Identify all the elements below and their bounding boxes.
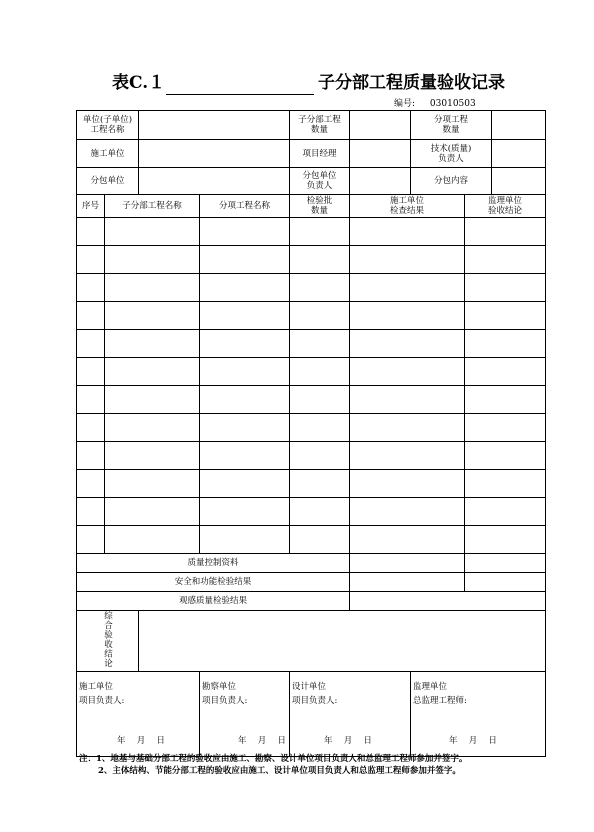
row-no-cell[interactable] [77, 526, 105, 554]
row-supervisor-cell[interactable] [465, 498, 546, 526]
row-batch-cell[interactable] [290, 358, 350, 386]
contractor-label: 施工单位 [77, 140, 139, 168]
page-title: 子分部工程质量验收记录 [318, 73, 505, 93]
record-rows [77, 218, 546, 554]
row-supervisor-cell[interactable] [465, 414, 546, 442]
row-supervisor-cell[interactable] [465, 330, 546, 358]
sig-design[interactable] [290, 672, 411, 757]
row-batch-cell[interactable] [290, 218, 350, 246]
row-item-cell[interactable] [200, 218, 290, 246]
row-supervisor-cell[interactable] [465, 246, 546, 274]
row-item-cell[interactable] [200, 330, 290, 358]
row-sub-project-cell[interactable] [105, 526, 200, 554]
row-no-cell[interactable] [77, 330, 105, 358]
form-number: 表C.１ [112, 73, 166, 93]
subcontractor-field[interactable] [139, 168, 290, 195]
row-sub-project-cell[interactable] [105, 442, 200, 470]
row-supervisor-cell[interactable] [465, 526, 546, 554]
quality-docs-supervisor[interactable] [465, 554, 546, 573]
col-sub-project-header: 子分部工程名称 [105, 195, 200, 218]
row-supervisor-cell[interactable] [465, 442, 546, 470]
row-item-cell[interactable] [200, 526, 290, 554]
row-item-cell[interactable] [200, 246, 290, 274]
acceptance-record-table [76, 110, 546, 757]
safety-function-contractor[interactable] [350, 573, 465, 592]
row-contractor-result-cell[interactable] [350, 330, 465, 358]
sig-role: 总监理工程师: [413, 696, 467, 706]
row-supervisor-cell[interactable] [465, 470, 546, 498]
subcontract-content-field[interactable] [492, 168, 546, 195]
row-item-cell[interactable] [200, 470, 290, 498]
sig-date: 年 月 日 [117, 736, 165, 746]
sig-date: 年 月 日 [324, 736, 372, 746]
code-value: 03010503 [429, 99, 476, 109]
row-batch-cell[interactable] [290, 526, 350, 554]
tech-lead-label: 技术(质量) 负责人 [411, 140, 492, 168]
row-sub-project-cell[interactable] [105, 498, 200, 526]
row-contractor-result-cell[interactable] [350, 498, 465, 526]
table-row [77, 218, 546, 246]
table-row [77, 274, 546, 302]
title-blank-line [166, 94, 314, 95]
table-row [77, 302, 546, 330]
row-no-cell[interactable] [77, 274, 105, 302]
row-sub-project-cell[interactable] [105, 302, 200, 330]
form-code [394, 96, 476, 109]
row-contractor-result-cell[interactable] [350, 358, 465, 386]
note-1: 注：1、地基与基础分部工程的验收应由施工、勘察、设计单位项目负责人和总监理工程师参加并签字。 [79, 754, 468, 764]
row-contractor-result-cell[interactable] [350, 246, 465, 274]
row-contractor-result-cell[interactable] [350, 442, 465, 470]
row-batch-cell[interactable] [290, 274, 350, 302]
subcontractor-lead-field[interactable] [350, 168, 411, 195]
sig-supervisor[interactable] [411, 672, 546, 757]
row-item-cell[interactable] [200, 274, 290, 302]
quality-docs-label: 质量控制资料 [77, 554, 350, 573]
appearance-result[interactable] [350, 592, 546, 611]
row-no-cell[interactable] [77, 442, 105, 470]
row-batch-cell[interactable] [290, 386, 350, 414]
row-sub-project-cell[interactable] [105, 386, 200, 414]
unit-name-label: 单位(子单位) 工程名称 [77, 111, 139, 140]
row-contractor-result-cell[interactable] [350, 302, 465, 330]
row-sub-project-cell[interactable] [105, 470, 200, 498]
sig-org: 施工单位 [79, 682, 114, 692]
table-row [77, 246, 546, 274]
row-sub-project-cell[interactable] [105, 358, 200, 386]
table-row [77, 414, 546, 442]
subcontractor-label: 分包单位 [77, 168, 139, 195]
row-batch-cell[interactable] [290, 414, 350, 442]
row-contractor-result-cell[interactable] [350, 526, 465, 554]
col-contractor-result-header: 施工单位 检查结果 [350, 195, 465, 218]
subcontractor-lead-label: 分包单位 负责人 [290, 168, 350, 195]
sig-role: 项目负责人: [79, 696, 125, 706]
row-no-cell[interactable] [77, 302, 105, 330]
sig-org: 设计单位 [292, 682, 327, 692]
row-item-cell[interactable] [200, 498, 290, 526]
project-manager-field[interactable] [350, 140, 411, 168]
row-no-cell[interactable] [77, 246, 105, 274]
row-no-cell[interactable] [77, 218, 105, 246]
subcontract-content-label: 分包内容 [411, 168, 492, 195]
row-no-cell[interactable] [77, 470, 105, 498]
row-sub-project-cell[interactable] [105, 274, 200, 302]
row-contractor-result-cell[interactable] [350, 386, 465, 414]
row-supervisor-cell[interactable] [465, 386, 546, 414]
row-sub-project-cell[interactable] [105, 330, 200, 358]
table-row [77, 330, 546, 358]
col-no-header: 序号 [77, 195, 105, 218]
row-sub-project-cell[interactable] [105, 414, 200, 442]
appearance-label: 观感质量检验结果 [77, 592, 350, 611]
col-batch-header: 检验批 数量 [290, 195, 350, 218]
form-title [0, 66, 594, 94]
sub-project-count-field[interactable] [350, 111, 411, 140]
row-batch-cell[interactable] [290, 302, 350, 330]
overall-conclusion-field[interactable] [139, 611, 546, 672]
row-item-cell[interactable] [200, 358, 290, 386]
row-item-cell[interactable] [200, 442, 290, 470]
sig-org: 监理单位 [413, 682, 448, 692]
row-no-cell[interactable] [77, 358, 105, 386]
note-2: 2、主体结构、节能分部工程的验收应由施工、设计单位项目负责人和总监理工程师参加并签字。 [98, 766, 461, 776]
table-row [77, 470, 546, 498]
row-contractor-result-cell[interactable] [350, 414, 465, 442]
col-item-header: 分项工程名称 [200, 195, 290, 218]
project-manager-label: 项目经理 [290, 140, 350, 168]
overall-conclusion-text: 综合验收结论 [102, 611, 113, 668]
row-supervisor-cell[interactable] [465, 358, 546, 386]
item-count-field[interactable] [492, 111, 546, 140]
row-supervisor-cell[interactable] [465, 302, 546, 330]
row-contractor-result-cell[interactable] [350, 218, 465, 246]
table-row [77, 386, 546, 414]
contractor-field[interactable] [139, 140, 290, 168]
sub-project-count-label: 子分部工程 数量 [290, 111, 350, 140]
sig-org: 勘察单位 [202, 682, 237, 692]
row-contractor-result-cell[interactable] [350, 470, 465, 498]
unit-name-field[interactable] [139, 111, 290, 140]
footnotes [79, 753, 467, 777]
col-supervisor-header: 监理单位 验收结论 [465, 195, 546, 218]
overall-conclusion-label [77, 611, 139, 672]
row-batch-cell[interactable] [290, 470, 350, 498]
safety-function-supervisor[interactable] [465, 573, 546, 592]
row-no-cell[interactable] [77, 386, 105, 414]
sig-date: 年 月 日 [449, 736, 497, 746]
row-supervisor-cell[interactable] [465, 218, 546, 246]
row-batch-cell[interactable] [290, 330, 350, 358]
row-contractor-result-cell[interactable] [350, 274, 465, 302]
safety-function-label: 安全和功能检验结果 [77, 573, 350, 592]
table-row [77, 498, 546, 526]
tech-lead-field[interactable] [492, 140, 546, 168]
row-batch-cell[interactable] [290, 246, 350, 274]
row-batch-cell[interactable] [290, 442, 350, 470]
table-row [77, 358, 546, 386]
quality-docs-contractor[interactable] [350, 554, 465, 573]
item-count-label: 分项工程 数量 [411, 111, 492, 140]
row-sub-project-cell[interactable] [105, 246, 200, 274]
row-item-cell[interactable] [200, 302, 290, 330]
row-supervisor-cell[interactable] [465, 274, 546, 302]
sig-contractor[interactable] [77, 672, 200, 757]
sig-role: 项目负责人: [202, 696, 248, 706]
row-no-cell[interactable] [77, 414, 105, 442]
sig-role: 项目负责人: [292, 696, 338, 706]
code-label: 编号: [394, 99, 416, 109]
row-batch-cell[interactable] [290, 498, 350, 526]
table-row [77, 442, 546, 470]
sig-date: 年 月 日 [238, 736, 286, 746]
row-item-cell[interactable] [200, 414, 290, 442]
table-row [77, 526, 546, 554]
row-no-cell[interactable] [77, 498, 105, 526]
row-item-cell[interactable] [200, 386, 290, 414]
sig-survey[interactable] [200, 672, 290, 757]
row-sub-project-cell[interactable] [105, 218, 200, 246]
